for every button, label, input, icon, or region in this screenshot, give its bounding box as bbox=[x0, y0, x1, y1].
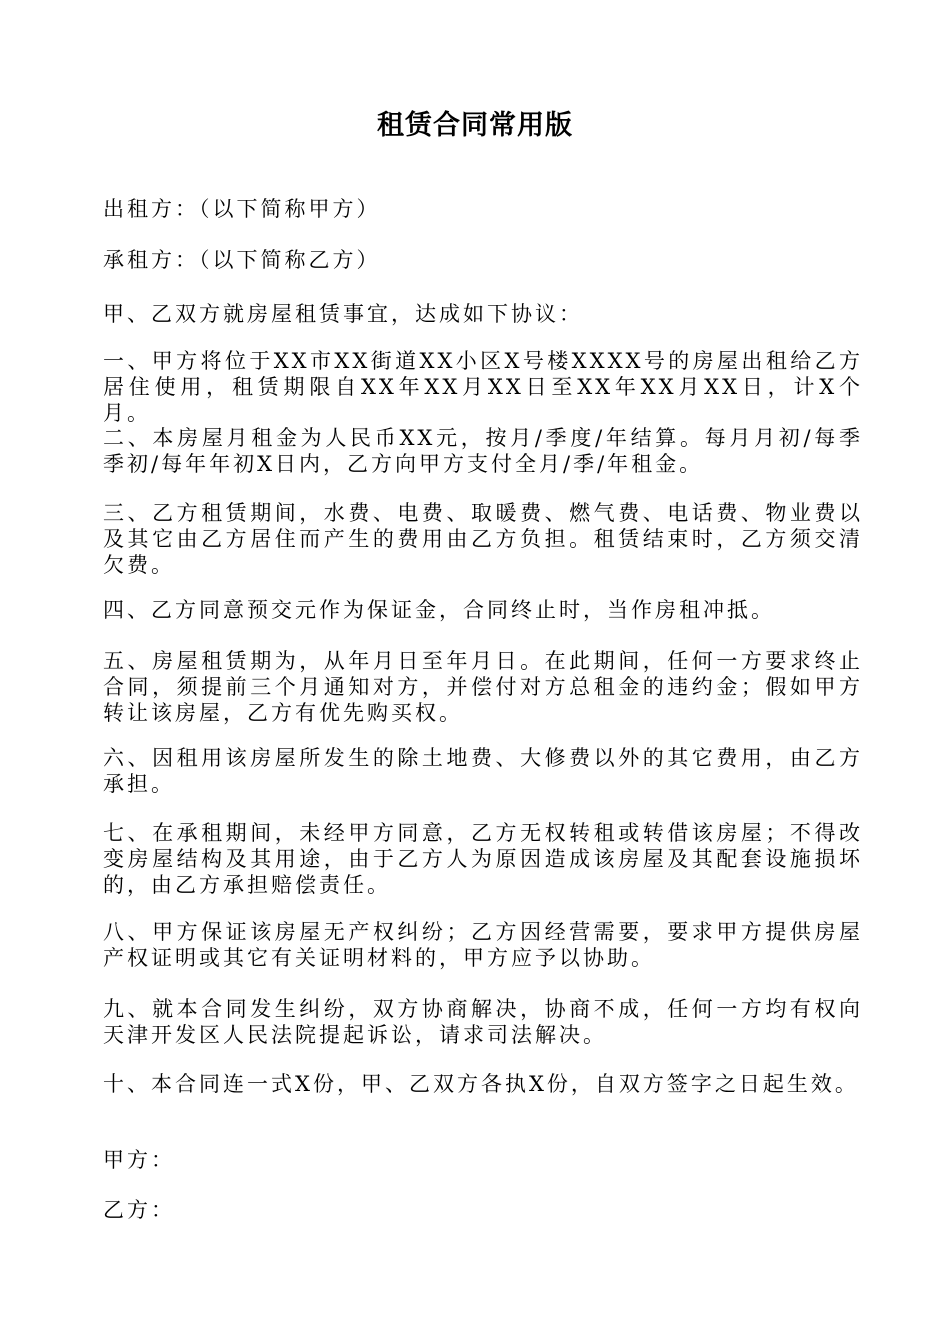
clause-4: 四、乙方同意预交元作为保证金，合同终止时，当作房租冲抵。 bbox=[103, 598, 775, 622]
document-title: 租赁合同常用版 bbox=[377, 110, 573, 141]
clause-9: 九、就本合同发生纠纷，双方协商解决，协商不成，任何一方均有权向天津开发区人民法院提起诉讼，请求司法解决。 bbox=[103, 997, 863, 1047]
clause-10: 十、本合同连一式X份，甲、乙双方各执X份，自双方签字之日起生效。 bbox=[103, 1072, 859, 1096]
clause-2: 二、本房屋月租金为人民币XX元，按月/季度/年结算。每月月初/每季季初/每年年初X日内，乙方向甲方支付全月/季/年租金。 bbox=[103, 426, 863, 476]
clause-6: 六、因租用该房屋所发生的除土地费、大修费以外的其它费用，由乙方承担。 bbox=[103, 746, 863, 796]
clause-8: 八、甲方保证该房屋无产权纠纷；乙方因经营需要，要求甲方提供房屋产权证明或其它有关证明材料的，甲方应予以协助。 bbox=[103, 920, 863, 970]
signature-party-b: 乙方： bbox=[103, 1198, 175, 1222]
clause-5: 五、房屋租赁期为，从年月日至年月日。在此期间，任何一方要求终止合同，须提前三个月通知对方，并偿付对方总租金的违约金；假如甲方转让该房屋，乙方有优先购买权。 bbox=[103, 649, 863, 725]
lessee-line: 承租方：（以下简称乙方） bbox=[103, 248, 381, 272]
signature-party-a: 甲方： bbox=[103, 1148, 175, 1172]
intro-paragraph: 甲、乙双方就房屋租赁事宜，达成如下协议： bbox=[103, 302, 583, 326]
lessor-line: 出租方：（以下简称甲方） bbox=[103, 197, 381, 221]
clause-7: 七、在承租期间，未经甲方同意，乙方无权转租或转借该房屋；不得改变房屋结构及其用途，由于乙方人为原因造成该房屋及其配套设施损坏的，由乙方承担赔偿责任。 bbox=[103, 821, 863, 897]
clause-3: 三、乙方租赁期间，水费、电费、取暖费、燃气费、电话费、物业费以及其它由乙方居住而产生的费用由乙方负担。租赁结束时，乙方须交清欠费。 bbox=[103, 501, 863, 577]
clause-1: 一、甲方将位于XX市XX街道XX小区X号楼XXXX号的房屋出租给乙方居住使用，租赁期限自XX年XX月XX日至XX年XX月XX日，计X个月。 bbox=[103, 349, 863, 425]
